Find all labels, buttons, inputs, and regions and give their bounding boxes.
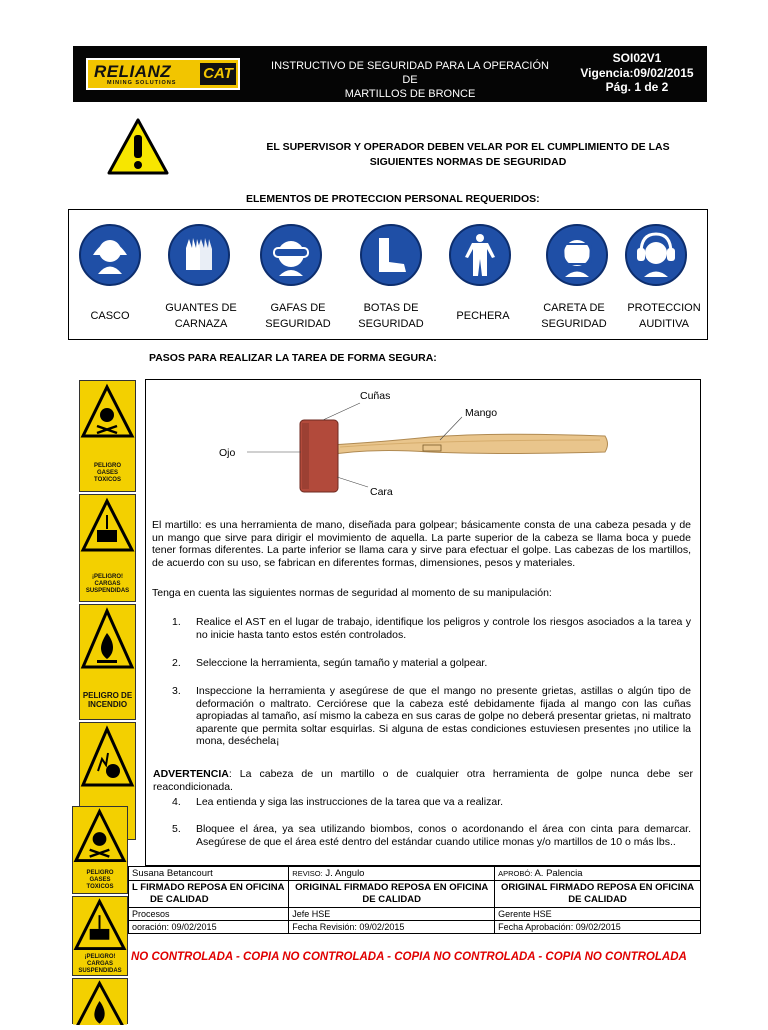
step-number: 4. bbox=[172, 796, 181, 808]
hammer-label-eye: Ojo bbox=[219, 447, 236, 459]
step-number: 5. bbox=[172, 823, 181, 835]
warning-line-2: SIGUIENTES NORMAS DE SEGURIDAD bbox=[369, 156, 567, 168]
hammer-label-wedges: Cuñas bbox=[360, 390, 391, 402]
flame-icon bbox=[80, 605, 135, 685]
ppe-label-casco: CASCO bbox=[90, 310, 130, 322]
helmet-icon bbox=[79, 224, 141, 286]
step-text: Lea entienda y siga las instrucciones de la tarea que va a realizar. bbox=[196, 796, 504, 808]
boots-icon bbox=[360, 224, 422, 286]
ppe-label-careta: CARETA DE SEGURIDAD bbox=[541, 302, 607, 330]
step-number: 1. bbox=[172, 616, 181, 628]
steps-heading: PASOS PARA REALIZAR LA TAREA DE FORMA SEGURA: bbox=[149, 352, 437, 364]
warning-line-1: EL SUPERVISOR Y OPERADOR DEBEN VELAR POR EL CUMPLIMIENTO DE LAS bbox=[266, 141, 670, 153]
suspended-load-sign-overlay: ¡PELIGRO! CARGAS SUSPENDIDAS bbox=[72, 896, 128, 976]
gloves-icon bbox=[168, 224, 230, 286]
intro-paragraph: El martillo: es una herramienta de mano, diseñada para golpear; básicamente consta de una cabeza pesada y de un mango que sirve para dirigir el movimiento de aquella. La parte superior de la cabeza se llama boca y puede tener formas diferentes. La parte inferior se llama cara y sirve para efectuar el golpe. Las cabezas de los martillos, de acuerdo con su uso, se fabrican en diferentes formas, dimensiones, pesos y materiales. bbox=[152, 519, 691, 569]
uncontrolled-copy-notice: NO CONTROLADA - COPIA NO CONTROLADA - COPIA NO CONTROLADA - COPIA NO CONTROLADA bbox=[131, 951, 687, 963]
reviewed-by: REVISO: J. Angulo bbox=[289, 867, 495, 881]
hammer-illustration bbox=[240, 400, 620, 500]
approval-table bbox=[128, 866, 701, 934]
step-number: 2. bbox=[172, 657, 181, 669]
ear-protection-icon bbox=[625, 224, 687, 286]
company-logo bbox=[86, 58, 240, 90]
skull-icon bbox=[80, 381, 135, 459]
explosion-icon bbox=[80, 723, 135, 803]
ppe-heading: ELEMENTOS DE PROTECCION PERSONAL REQUERIDOS: bbox=[246, 193, 540, 205]
step-text: Bloquee el área, ya sea utilizando biombos, conos o acordonando el área con cinta para demarcar. Asegúrese de que el área esté dentro del estándar cuando utilice monas y/o martillos de 10 o más lbs.. bbox=[196, 823, 691, 848]
suspended-load-icon bbox=[80, 495, 135, 571]
step-text: Realice el AST en el lugar de trabajo, identifique los peligros y controle los riesgos asociados a la tarea y no inicie hasta tanto estos estén controlados. bbox=[196, 616, 691, 641]
ppe-label-pechera: PECHERA bbox=[456, 310, 510, 322]
step-text: Inspeccione la herramienta y asegúrese de que el mango no presente grietas, astillas o algún tipo de deformación o maltrato. Cerciórese que la cabeza esté debidamente fijada al mango con las cuñas apropiadas al tamaño, así mismo la cabeza en sus caras de golpe no deberá presentar grietas, ni maltrato aparente que permita soltar esquirlas. Si alguna de estas condiciones estuviesen presentes ¡no utilice la mona, deséchela¡ bbox=[196, 685, 691, 747]
approved-by: APROBÓ: A. Palencia bbox=[495, 867, 701, 881]
ppe-label-gafas: GAFAS DE SEGURIDAD bbox=[265, 302, 331, 330]
document-code-block bbox=[580, 51, 694, 95]
toxic-gas-sign-overlay: PELIGRO GASES TOXICOS bbox=[72, 806, 128, 894]
warning-triangle-icon bbox=[107, 118, 169, 176]
step-text: Seleccione la herramienta, según tamaño y material a golpear. bbox=[196, 657, 488, 669]
overall-icon bbox=[449, 224, 511, 286]
elaborated-date: ooración: 09/02/2015 bbox=[129, 921, 289, 934]
toxic-gas-sign: PELIGRO GASES TOXICOS bbox=[79, 380, 136, 492]
logo-brand-text: RELIANZ bbox=[94, 62, 172, 81]
ppe-label-guantes: GUANTES DE CARNAZA bbox=[165, 302, 237, 330]
hammer-label-face: Cara bbox=[370, 486, 393, 498]
reviewed-role: Jefe HSE bbox=[289, 908, 495, 921]
suspended-load-icon bbox=[73, 897, 127, 953]
elaborated-signature: L FIRMADO REPOSA EN OFICINA DE CALIDAD bbox=[129, 881, 289, 908]
elaborated-name: Susana Betancourt bbox=[129, 867, 289, 881]
suspended-load-sign: ¡PELIGRO! CARGAS SUSPENDIDAS bbox=[79, 494, 136, 602]
logo-subtitle: MINING SOLUTIONS bbox=[107, 80, 177, 86]
approved-role: Gerente HSE bbox=[495, 908, 701, 921]
ppe-label-auditiva: PROTECCION AUDITIVA bbox=[627, 302, 701, 330]
ppe-label-botas: BOTAS DE SEGURIDAD bbox=[358, 302, 424, 330]
title-line-2: MARTILLOS DE BRONCE bbox=[344, 88, 476, 100]
advertencia-text: : La cabeza de un martillo o de cualquier otra herramienta de golpe nunca debe ser reacondicionada. bbox=[153, 768, 693, 793]
document-title bbox=[262, 59, 558, 101]
page-number: Pág. 1 de 2 bbox=[605, 80, 669, 94]
review-date: Fecha Revisión: 09/02/2015 bbox=[289, 921, 495, 934]
cat-logo: CAT bbox=[200, 63, 236, 85]
skull-icon bbox=[73, 807, 127, 867]
approved-signature: ORIGINAL FIRMADO REPOSA EN OFICINA DE CALIDAD bbox=[495, 881, 701, 908]
document-code: SOI02V1 bbox=[612, 51, 662, 65]
advertencia-label: ADVERTENCIA bbox=[153, 768, 229, 780]
reviewed-signature: ORIGINAL FIRMADO REPOSA EN OFICINA DE CALIDAD bbox=[289, 881, 495, 908]
fire-hazard-sign: PELIGRO DE INCENDIO bbox=[79, 604, 136, 720]
goggles-icon bbox=[260, 224, 322, 286]
approval-date: Fecha Aprobación: 09/02/2015 bbox=[495, 921, 701, 934]
flame-icon bbox=[73, 979, 127, 1025]
warning-text bbox=[258, 140, 678, 170]
document-validity: Vigencia:09/02/2015 bbox=[580, 65, 694, 80]
face-shield-icon bbox=[546, 224, 608, 286]
advertencia-note bbox=[153, 768, 693, 793]
title-line-1: INSTRUCTIVO DE SEGURIDAD PARA LA OPERACIÓN DE bbox=[271, 60, 549, 86]
elaborated-area: Procesos bbox=[129, 908, 289, 921]
step-number: 3. bbox=[172, 685, 181, 697]
norms-intro: Tenga en cuenta las siguientes normas de seguridad al momento de su manipulación: bbox=[152, 587, 552, 599]
hammer-label-handle: Mango bbox=[465, 407, 498, 419]
fire-hazard-sign-overlay bbox=[72, 978, 128, 1024]
